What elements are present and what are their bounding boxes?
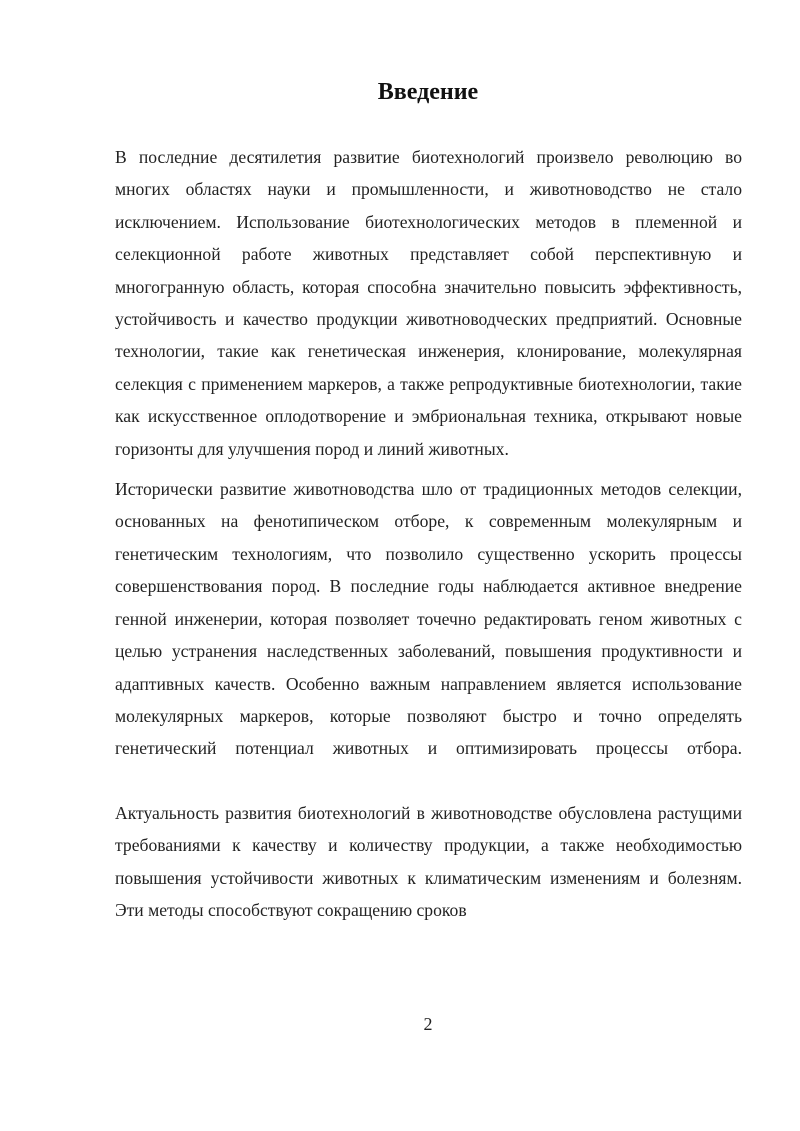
document-body xyxy=(115,141,742,926)
paragraph-3: Актуальность развития биотехнологий в животноводстве обусловлена растущими требованиями к качеству и количеству продукции, а также необходимостью повышения устойчивости животных к климатическим изменениям и болезням. Эти методы способствуют сокращению сроков xyxy=(115,802,742,920)
page-number: 2 xyxy=(423,1014,433,1034)
page-title: Введение xyxy=(377,79,479,105)
paragraph-2: Исторически развитие животноводства шло от традиционных методов селекции, основанных на фенотипическом отборе, к современным молекулярным и генетическим технологиям, что позволило существенно ускорить процессы совершенствования пород. В последние годы наблюдается активное внедрение генной инженерии, которая позволяет точечно редактировать геном животных с целью устранения наследственных заболеваний, повышения продуктивности и адаптивных качеств. Особенно важным направлением является использование молекулярных маркеров, которые позволяют быстро и точно определять генетический потенциал животных и оптимизировать процессы отбора. xyxy=(115,479,742,759)
paragraph-1: В последние десятилетия развитие биотехнологий произвело революцию во многих областях науки и промышленности, и животноводство не стало исключением. Использование биотехнологических методов в племенной и селекционной работе животных представляет собой перспективную и многогранную область, которая способна значительно повысить эффективность, устойчивость и качество продукции животноводческих предприятий. Основные технологии, такие как генетическая инженерия, клонирование, молекулярная селекция с применением маркеров, а также репродуктивные биотехнологии, такие как искусственное оплодотворение и эмбриональная техника, открывают новые горизонты для улучшения пород и линий животных. xyxy=(115,147,742,459)
